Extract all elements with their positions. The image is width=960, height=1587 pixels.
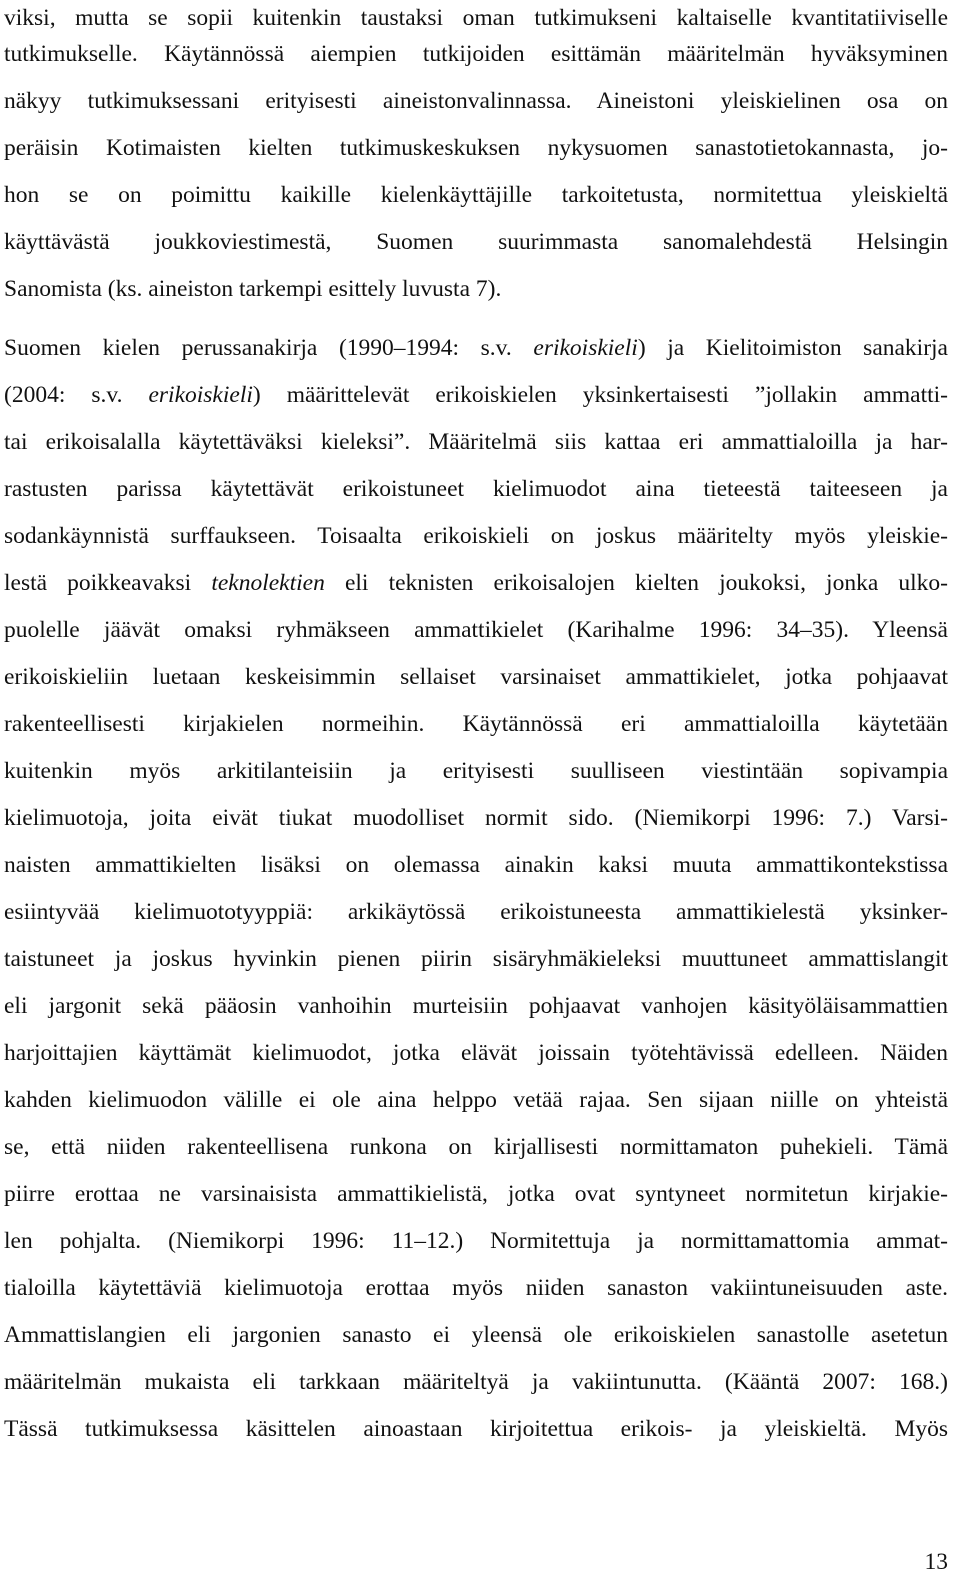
text-span: käyttävästä joukkoviestimestä, Suomen suurimmasta sanomalehdestä Helsingin	[4, 229, 948, 255]
text-span: eli teknisten erikoisalojen kielten joukoksi, jonka ulko-	[324, 570, 948, 596]
text-span: Sanomista (ks. aineiston tarkempi esittely luvusta 7).	[4, 276, 502, 302]
text-line	[4, 941, 948, 977]
text-span: Suomen kielen perussanakirja (1990–1994: s.v.	[4, 335, 534, 361]
text-span: se, että niiden rakenteellisena runkona on kirjallisesti normittamaton puhekieli. Tämä	[4, 1134, 948, 1160]
text-span: erikoiskieliin luetaan keskeisimmin sellaiset varsinaiset ammattikielet, jotka pohjaavat	[4, 664, 948, 690]
text-line	[4, 1223, 948, 1259]
text-span: kielimuotoja, joita eivät tiukat muodolliset normit sido. (Niemikorpi 1996: 7.) Varsi-	[4, 805, 948, 831]
text-line	[4, 330, 948, 366]
text-span: rakenteellisesti kirjakielen normeihin. Käytännössä eri ammattialoilla käytetään	[4, 711, 948, 737]
text-line	[4, 1411, 948, 1447]
text-span: näkyy tutkimuksessani erityisesti aineistonvalinnassa. Aineistoni yleiskielinen osa on	[4, 88, 948, 114]
text-line	[4, 800, 948, 836]
text-line	[4, 1129, 948, 1165]
italic-term: teknolektien	[211, 570, 325, 596]
text-line	[4, 1317, 948, 1353]
text-span: naisten ammattikielten lisäksi on olemassa ainakin kaksi muuta ammattikontekstissa	[4, 852, 948, 878]
text-line	[4, 847, 948, 883]
text-line	[4, 471, 948, 507]
text-span: peräisin Kotimaisten kielten tutkimuskeskuksen nykysuomen sanastotietokannasta, jo-	[4, 135, 948, 161]
text-span: viksi, mutta se sopii kuitenkin taustaksi oman tutkimukseni kaltaiselle kvantitatiiviselle	[4, 5, 948, 31]
text-line	[4, 518, 948, 554]
text-span: määritelmän mukaista eli tarkkaan määriteltyä ja vakiintunutta. (Kääntä 2007: 168.)	[4, 1369, 948, 1395]
text-span: eli jargonit sekä pääosin vanhoihin murteisiin pohjaavat vanhojen käsityöläisammattien	[4, 993, 948, 1019]
text-line	[4, 377, 948, 413]
text-line	[4, 612, 948, 648]
text-line	[4, 565, 948, 601]
text-span: piirre erottaa ne varsinaisista ammattikielistä, jotka ovat syntyneet normitetun kirjakie-	[4, 1181, 948, 1207]
text-line	[4, 988, 948, 1024]
text-span: harjoittajien käyttämät kielimuodot, jotka elävät joissain työtehtävissä edelleen. Näiden	[4, 1040, 948, 1066]
text-span: tai erikoisalalla käytettäväksi kieleksi”. Määritelmä siis kattaa eri ammattialoilla ja har-	[4, 429, 948, 455]
text-span: taistuneet ja joskus hyvinkin pienen piirin sisäryhmäkieleksi muuttuneet ammattislangit	[4, 946, 948, 972]
text-span: puolelle jäävät omaksi ryhmäkseen ammattikielet (Karihalme 1996: 34–35). Yleensä	[4, 617, 948, 643]
text-line	[4, 894, 948, 930]
text-span: tutkimukselle. Käytännössä aiempien tutkijoiden esittämän määritelmän hyväksyminen	[4, 41, 948, 67]
text-line	[4, 36, 948, 72]
text-line	[4, 424, 948, 460]
text-line	[4, 1364, 948, 1400]
text-line	[4, 1270, 948, 1306]
text-line	[4, 706, 948, 742]
text-line	[4, 0, 948, 36]
text-line	[4, 1082, 948, 1118]
text-line	[4, 659, 948, 695]
text-line	[4, 1035, 948, 1071]
text-line	[4, 224, 948, 260]
text-span: rastusten parissa käytettävät erikoistuneet kielimuodot aina tieteestä taiteeseen ja	[4, 476, 948, 502]
text-line	[4, 271, 948, 307]
text-span: kuitenkin myös arkitilanteisiin ja erityisesti suulliseen viestintään sopivampia	[4, 758, 948, 784]
text-span: lestä poikkeavaksi	[4, 570, 212, 596]
text-line	[4, 83, 948, 119]
text-span: len pohjalta. (Niemikorpi 1996: 11–12.) Normitettuja ja normittamattomia ammat-	[4, 1228, 948, 1254]
page-number: 13	[924, 1549, 948, 1575]
text-line	[4, 1176, 948, 1212]
text-span: esiintyvää kielimuototyyppiä: arkikäytössä erikoistuneesta ammattikielestä yksinker-	[4, 899, 948, 925]
text-span: hon se on poimittu kaikille kielenkäyttäjille tarkoitetusta, normitettua yleiskieltä	[4, 182, 948, 208]
text-span: ) määrittelevät erikoiskielen yksinkertaisesti ”jollakin ammatti-	[252, 382, 948, 408]
text-span: kahden kielimuodon välille ei ole aina helppo vetää rajaa. Sen sijaan niille on yhteistä	[4, 1087, 948, 1113]
text-span: tialoilla käytettäviä kielimuotoja erottaa myös niiden sanaston vakiintuneisuuden aste.	[4, 1275, 948, 1301]
text-line	[4, 753, 948, 789]
text-span: ) ja Kielitoimiston sanakirja	[637, 335, 948, 361]
text-span: (2004: s.v.	[4, 382, 149, 408]
text-line	[4, 177, 948, 213]
text-span: sodankäynnistä surffaukseen. Toisaalta erikoiskieli on joskus määritelty myös yleiskie-	[4, 523, 948, 549]
text-span: Tässä tutkimuksessa käsittelen ainoastaan kirjoitettua erikois- ja yleiskieltä. Myös	[4, 1416, 948, 1442]
text-line	[4, 130, 948, 166]
italic-term: erikoiskieli	[148, 382, 253, 408]
italic-term: erikoiskieli	[533, 335, 638, 361]
text-span: Ammattislangien eli jargonien sanasto ei yleensä ole erikoiskielen sanastolle asetetun	[4, 1322, 948, 1348]
